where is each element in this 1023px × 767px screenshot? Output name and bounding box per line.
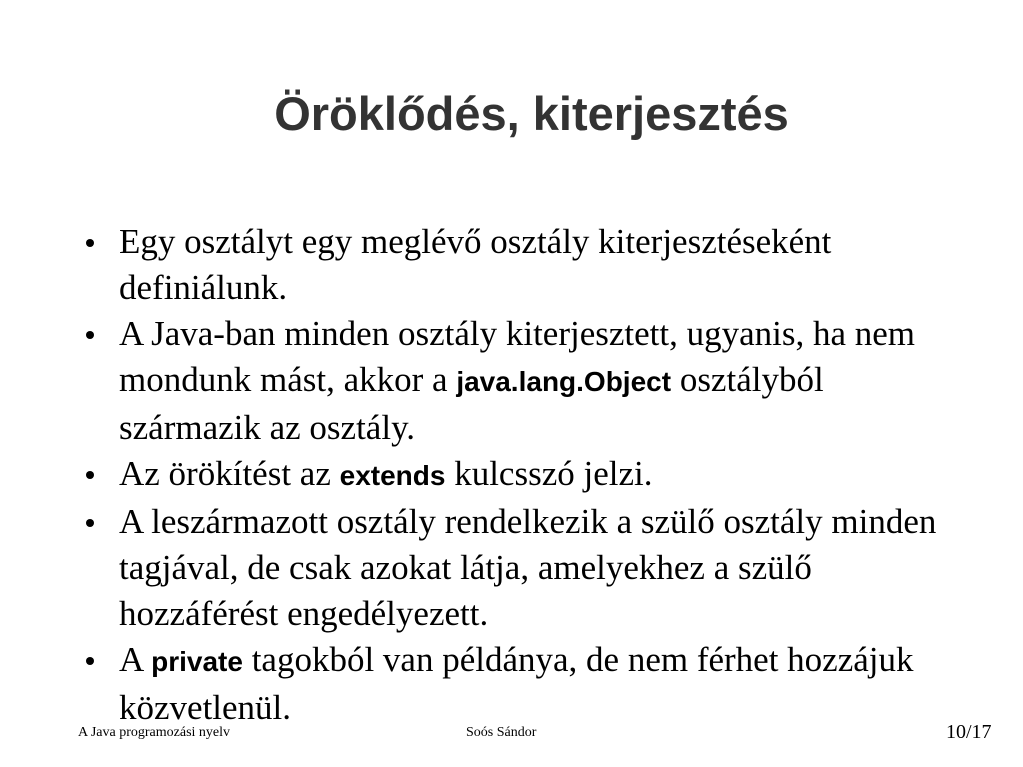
bullet-text: A leszármazott osztály rendelkezik a szülő osztály minden tagjával, de csak azokat látja, amelyekhez a szülő hozzáférést engedélyezett.	[119, 502, 937, 633]
bullet-text: kulcsszó jelzi.	[445, 454, 653, 493]
bullet-text: Az örökítést az	[119, 454, 340, 493]
bullet-dot-icon	[86, 239, 94, 247]
bullet-keyword: java.lang.Object	[456, 366, 672, 397]
bullet-text: A Java-ban minden osztály kiterjesztett, ugyanis, ha nem mondunk mást, akkor a	[119, 314, 916, 399]
bullet-item	[86, 219, 966, 311]
bullet-text: Egy osztályt egy meglévő osztály kiterjesztéseként definiálunk.	[119, 222, 832, 307]
page-number: 10/17	[946, 721, 992, 743]
bullet-dot-icon	[86, 519, 94, 527]
bullet-text: tagokból van példánya, de nem férhet hozzájuk közvetlenül.	[119, 640, 914, 727]
bullet-item	[86, 451, 966, 499]
bullet-dot-icon	[86, 471, 94, 479]
bullet-text: osztályból származik az osztály.	[119, 360, 824, 447]
bullet-keyword: extends	[339, 460, 446, 491]
bullet-item	[86, 499, 966, 637]
bullet-item	[86, 637, 966, 731]
slide-title: Öröklődés, kiterjesztés	[274, 87, 789, 140]
bullet-dot-icon	[86, 331, 94, 339]
bullet-list	[86, 219, 966, 731]
footer-author: Soós Sándor	[466, 725, 537, 740]
bullet-text: A	[119, 640, 152, 679]
footer-course-title: A Java programozási nyelv	[78, 725, 231, 740]
bullet-item	[86, 311, 966, 451]
bullet-dot-icon	[86, 657, 94, 665]
bullet-keyword: private	[151, 646, 243, 677]
